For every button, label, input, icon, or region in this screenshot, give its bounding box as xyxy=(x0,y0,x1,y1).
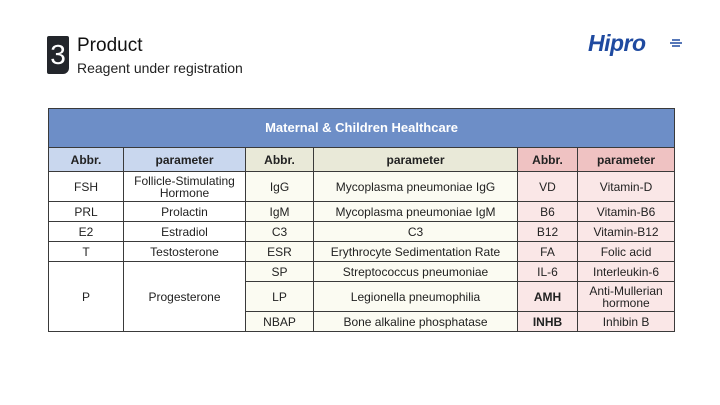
table-cell: Legionella pneumophilia xyxy=(314,282,518,312)
column-header: parameter xyxy=(124,148,246,172)
table-cell: IgG xyxy=(246,172,314,202)
slide-number-badge: 3 xyxy=(47,36,69,74)
table-cell: Mycoplasma pneumoniae IgG xyxy=(314,172,518,202)
table-cell: LP xyxy=(246,282,314,312)
table-cell: NBAP xyxy=(246,312,314,332)
column-header: Abbr. xyxy=(49,148,124,172)
table-cell: Prolactin xyxy=(124,202,246,222)
table-cell: Streptococcus pneumoniae xyxy=(314,262,518,282)
table-cell: Testosterone xyxy=(124,242,246,262)
table-cell: IgM xyxy=(246,202,314,222)
table-cell: T xyxy=(49,242,124,262)
table-cell: Progesterone xyxy=(124,262,246,332)
table-cell: FSH xyxy=(49,172,124,202)
table-cell: P xyxy=(49,262,124,332)
table-cell: ESR xyxy=(246,242,314,262)
table-cell: C3 xyxy=(246,222,314,242)
page-title: Product xyxy=(77,35,143,56)
table-cell: IL-6 xyxy=(518,262,578,282)
table-cell: INHB xyxy=(518,312,578,332)
table-row xyxy=(49,242,675,262)
column-header: Abbr. xyxy=(518,148,578,172)
logo-text: Hipro xyxy=(588,30,646,56)
column-header: parameter xyxy=(314,148,518,172)
table-cell: Vitamin-B6 xyxy=(578,202,675,222)
table-cell: Vitamin-D xyxy=(578,172,675,202)
hipro-logo xyxy=(588,30,646,57)
column-header: parameter xyxy=(578,148,675,172)
table-row xyxy=(49,222,675,242)
table-cell: E2 xyxy=(49,222,124,242)
page-subtitle: Reagent under registration xyxy=(77,60,243,76)
table-cell: Mycoplasma pneumoniae IgM xyxy=(314,202,518,222)
table-cell: AMH xyxy=(518,282,578,312)
table-row xyxy=(49,262,675,282)
logo-swoosh-icon xyxy=(670,38,682,48)
table-row xyxy=(49,172,675,202)
table-cell: Estradiol xyxy=(124,222,246,242)
table-cell: PRL xyxy=(49,202,124,222)
table-cell: C3 xyxy=(314,222,518,242)
column-header: Abbr. xyxy=(246,148,314,172)
table-cell: B12 xyxy=(518,222,578,242)
table-cell: Folic acid xyxy=(578,242,675,262)
healthcare-table xyxy=(48,108,675,332)
table-cell: FA xyxy=(518,242,578,262)
table-cell: Interleukin-6 xyxy=(578,262,675,282)
table-cell: Bone alkaline phosphatase xyxy=(314,312,518,332)
table-cell: Follicle-Stimulating Hormone xyxy=(124,172,246,202)
table-cell: SP xyxy=(246,262,314,282)
table-cell: B6 xyxy=(518,202,578,222)
table-cell: Erythrocyte Sedimentation Rate xyxy=(314,242,518,262)
table-cell: Anti-Mullerian hormone xyxy=(578,282,675,312)
table-cell: VD xyxy=(518,172,578,202)
table-row xyxy=(49,202,675,222)
table-cell: Vitamin-B12 xyxy=(578,222,675,242)
table-banner: Maternal & Children Healthcare xyxy=(49,109,675,148)
table-cell: Inhibin B xyxy=(578,312,675,332)
